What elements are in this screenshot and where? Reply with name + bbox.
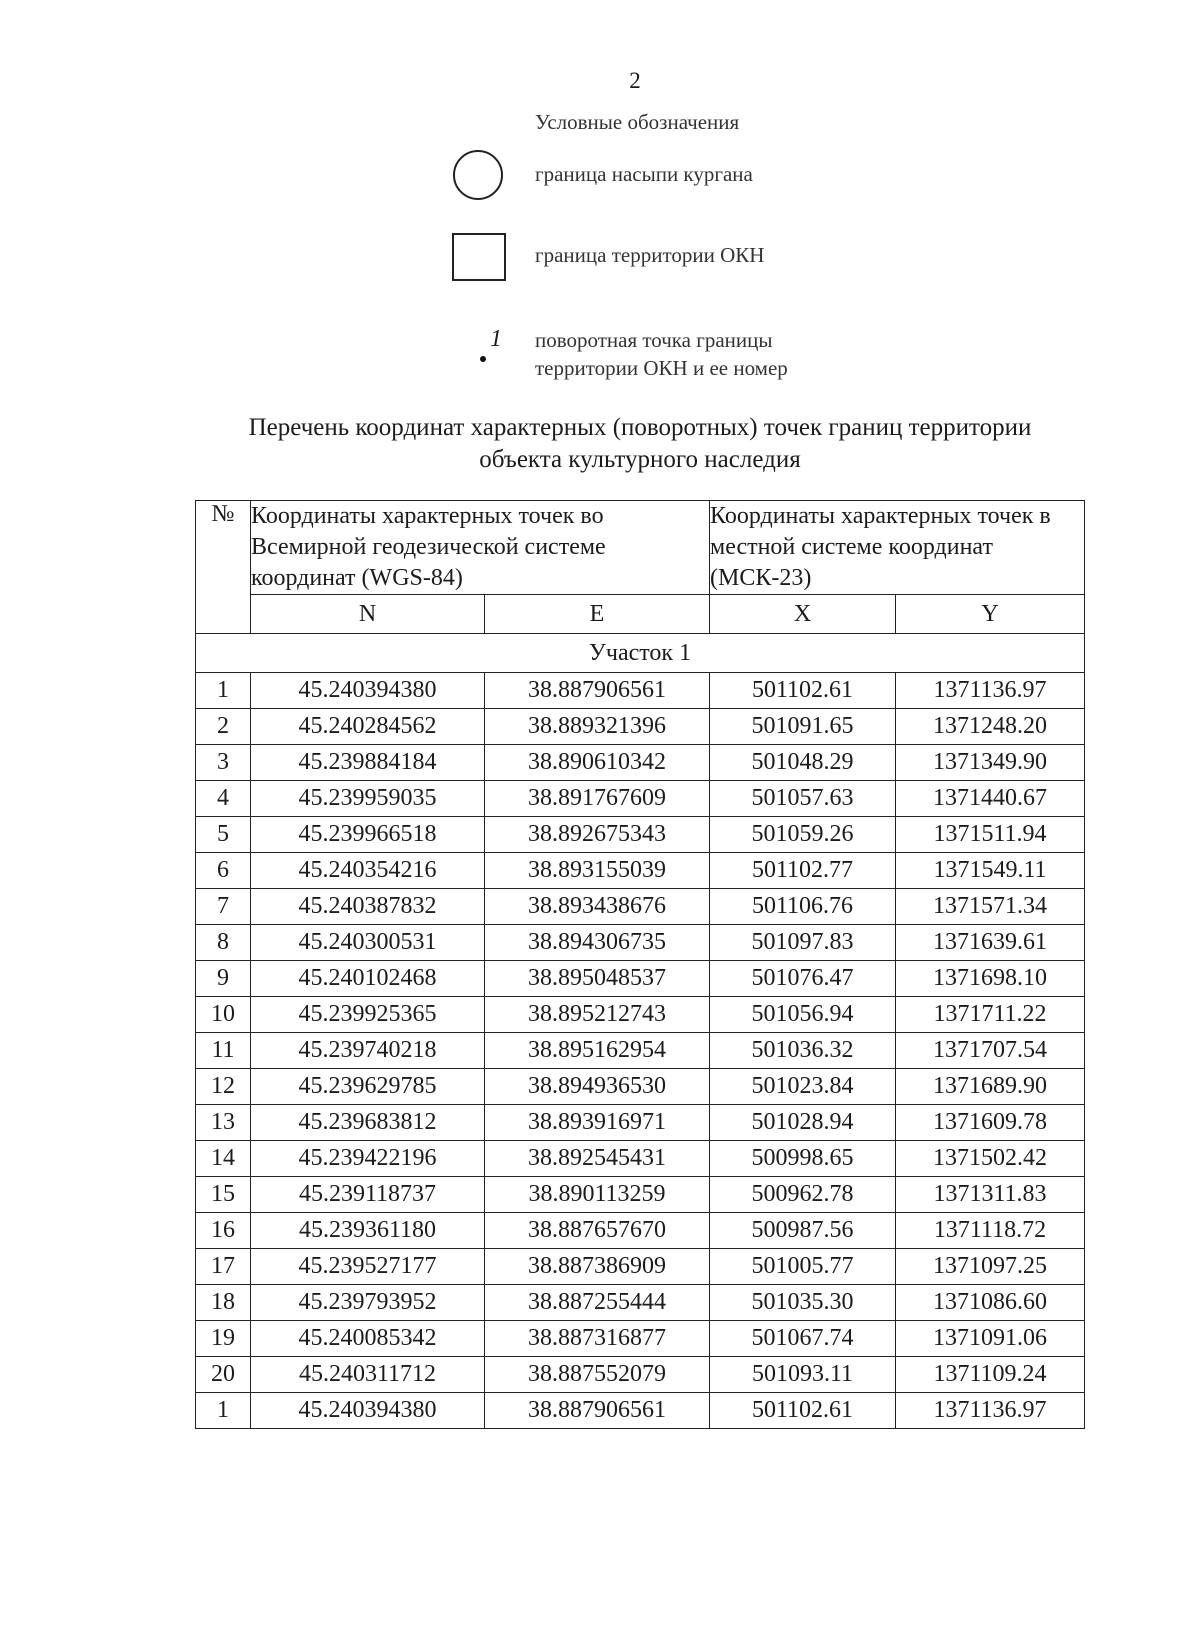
turning-point-icon: [476, 326, 506, 370]
point-number: 20: [196, 1357, 251, 1393]
header-x: X: [710, 595, 896, 634]
coord-y: 1371097.25: [896, 1249, 1085, 1285]
coord-x: 501036.32: [710, 1033, 896, 1069]
coord-y: 1371311.83: [896, 1177, 1085, 1213]
point-number: 19: [196, 1321, 251, 1357]
coord-e: 38.890610342: [485, 745, 710, 781]
coord-e: 38.893155039: [485, 853, 710, 889]
title-line2: объекта культурного наследия: [479, 446, 801, 473]
coord-x: 501057.63: [710, 781, 896, 817]
point-number: 10: [196, 997, 251, 1033]
coord-n: 45.239959035: [251, 781, 485, 817]
point-number: 13: [196, 1105, 251, 1141]
coord-n: 45.240354216: [251, 853, 485, 889]
coord-x: 501097.83: [710, 925, 896, 961]
coord-x: 501093.11: [710, 1357, 896, 1393]
coord-e: 38.887906561: [485, 673, 710, 709]
coord-x: 501005.77: [710, 1249, 896, 1285]
coord-n: 45.239884184: [251, 745, 485, 781]
point-number-label: 1: [490, 326, 502, 352]
point-number: 17: [196, 1249, 251, 1285]
point-number: 1: [196, 1393, 251, 1429]
coord-e: 38.893438676: [485, 889, 710, 925]
coord-y: 1371136.97: [896, 673, 1085, 709]
table-row: [196, 1177, 1085, 1213]
coord-e: 38.887906561: [485, 1393, 710, 1429]
coord-n: 45.239527177: [251, 1249, 485, 1285]
coord-n: 45.240387832: [251, 889, 485, 925]
point-number: 6: [196, 853, 251, 889]
coord-y: 1371118.72: [896, 1213, 1085, 1249]
coord-y: 1371698.10: [896, 961, 1085, 997]
coord-x: 501056.94: [710, 997, 896, 1033]
coord-e: 38.892545431: [485, 1141, 710, 1177]
point-dot-icon: [480, 356, 486, 362]
coord-x: 501091.65: [710, 709, 896, 745]
table-row: [196, 673, 1085, 709]
coord-y: 1371609.78: [896, 1105, 1085, 1141]
table-row: [196, 745, 1085, 781]
coord-x: 501102.77: [710, 853, 896, 889]
coord-x: 500998.65: [710, 1141, 896, 1177]
point-number: 9: [196, 961, 251, 997]
coord-y: 1371349.90: [896, 745, 1085, 781]
coord-x: 501035.30: [710, 1285, 896, 1321]
coord-y: 1371571.34: [896, 889, 1085, 925]
coord-n: 45.239361180: [251, 1213, 485, 1249]
coord-n: 45.240085342: [251, 1321, 485, 1357]
coord-n: 45.239422196: [251, 1141, 485, 1177]
coord-x: 501023.84: [710, 1069, 896, 1105]
square-symbol-icon: [452, 233, 506, 281]
coordinates-table: [195, 500, 1085, 1429]
coord-n: 45.239683812: [251, 1105, 485, 1141]
coord-x: 501067.74: [710, 1321, 896, 1357]
table-row: [196, 1141, 1085, 1177]
coord-n: 45.240311712: [251, 1357, 485, 1393]
title-line1: Перечень координат характерных (поворотных) точек границ территории: [248, 414, 1032, 441]
coord-e: 38.890113259: [485, 1177, 710, 1213]
legend-label: граница территории ОКН: [535, 243, 765, 267]
table-row: [196, 1069, 1085, 1105]
coord-x: 501028.94: [710, 1105, 896, 1141]
point-number: 8: [196, 925, 251, 961]
table-row: [196, 1393, 1085, 1429]
coord-x: 501048.29: [710, 745, 896, 781]
table-row: [196, 1033, 1085, 1069]
point-number: 2: [196, 709, 251, 745]
coord-n: 45.239740218: [251, 1033, 485, 1069]
coord-e: 38.887255444: [485, 1285, 710, 1321]
coordinates-list-title: [0, 412, 1200, 476]
point-number: 15: [196, 1177, 251, 1213]
table-row: [196, 1213, 1085, 1249]
coord-n: 45.240394380: [251, 1393, 485, 1429]
header-wgs84: Координаты характерных точек во Всемирной геодезической системе координат (WGS-84): [251, 501, 710, 595]
coord-n: 45.240284562: [251, 709, 485, 745]
coord-x: 500987.56: [710, 1213, 896, 1249]
coord-e: 38.892675343: [485, 817, 710, 853]
coord-x: 501076.47: [710, 961, 896, 997]
coord-e: 38.895048537: [485, 961, 710, 997]
table-row: [196, 1285, 1085, 1321]
header-number: №: [196, 501, 251, 634]
coord-n: 45.239629785: [251, 1069, 485, 1105]
table-row: [196, 997, 1085, 1033]
coord-e: 38.895162954: [485, 1033, 710, 1069]
coord-y: 1371109.24: [896, 1357, 1085, 1393]
legend-item-mound-boundary: [0, 150, 1200, 210]
coord-n: 45.239925365: [251, 997, 485, 1033]
legend-label-line1: поворотная точка границы: [535, 328, 773, 352]
point-number: 14: [196, 1141, 251, 1177]
table-row: [196, 1357, 1085, 1393]
legend-label: граница насыпи кургана: [535, 162, 753, 186]
table-row: [196, 1321, 1085, 1357]
coord-y: 1371136.97: [896, 1393, 1085, 1429]
coord-y: 1371091.06: [896, 1321, 1085, 1357]
coord-e: 38.891767609: [485, 781, 710, 817]
point-number: 1: [196, 673, 251, 709]
legend-label: [535, 326, 788, 382]
coord-y: 1371639.61: [896, 925, 1085, 961]
coord-e: 38.887657670: [485, 1213, 710, 1249]
coord-n: 45.239966518: [251, 817, 485, 853]
coord-n: 45.240394380: [251, 673, 485, 709]
circle-symbol-icon: [453, 150, 503, 200]
coord-n: 45.239793952: [251, 1285, 485, 1321]
coord-y: 1371511.94: [896, 817, 1085, 853]
header-n: N: [251, 595, 485, 634]
coord-x: 500962.78: [710, 1177, 896, 1213]
coord-y: 1371707.54: [896, 1033, 1085, 1069]
coord-e: 38.895212743: [485, 997, 710, 1033]
header-msk23: Координаты характерных точек в местной системе координат (МСК-23): [710, 501, 1085, 595]
coord-e: 38.889321396: [485, 709, 710, 745]
table-row: [196, 853, 1085, 889]
coord-y: 1371086.60: [896, 1285, 1085, 1321]
coord-y: 1371248.20: [896, 709, 1085, 745]
header-e: E: [485, 595, 710, 634]
coord-x: 501106.76: [710, 889, 896, 925]
table-row: [196, 817, 1085, 853]
coord-y: 1371502.42: [896, 1141, 1085, 1177]
table-row: [196, 1249, 1085, 1285]
coord-n: 45.239118737: [251, 1177, 485, 1213]
point-number: 7: [196, 889, 251, 925]
legend-item-okn-boundary: [0, 233, 1200, 293]
coord-y: 1371689.90: [896, 1069, 1085, 1105]
point-number: 12: [196, 1069, 251, 1105]
coord-n: 45.240102468: [251, 961, 485, 997]
table-row: [196, 961, 1085, 997]
coord-e: 38.894306735: [485, 925, 710, 961]
table-row: [196, 1105, 1085, 1141]
point-number: 3: [196, 745, 251, 781]
coord-e: 38.887552079: [485, 1357, 710, 1393]
table-row: [196, 889, 1085, 925]
header-y: Y: [896, 595, 1085, 634]
coord-e: 38.887386909: [485, 1249, 710, 1285]
coord-e: 38.887316877: [485, 1321, 710, 1357]
section-label: Участок 1: [196, 634, 1085, 673]
legend-item-turning-point: [0, 326, 1200, 386]
point-number: 5: [196, 817, 251, 853]
coord-y: 1371711.22: [896, 997, 1085, 1033]
coord-y: 1371440.67: [896, 781, 1085, 817]
coord-e: 38.894936530: [485, 1069, 710, 1105]
coord-x: 501059.26: [710, 817, 896, 853]
point-number: 11: [196, 1033, 251, 1069]
point-number: 18: [196, 1285, 251, 1321]
legend-label-line2: территории ОКН и ее номер: [535, 356, 788, 380]
point-number: 16: [196, 1213, 251, 1249]
legend-title: Условные обозначения: [535, 110, 740, 134]
point-number: 4: [196, 781, 251, 817]
coord-x: 501102.61: [710, 1393, 896, 1429]
table-row: [196, 925, 1085, 961]
coord-x: 501102.61: [710, 673, 896, 709]
table-row: [196, 781, 1085, 817]
page-number: 2: [629, 68, 641, 93]
coord-e: 38.893916971: [485, 1105, 710, 1141]
coord-n: 45.240300531: [251, 925, 485, 961]
table-row: [196, 709, 1085, 745]
coord-y: 1371549.11: [896, 853, 1085, 889]
